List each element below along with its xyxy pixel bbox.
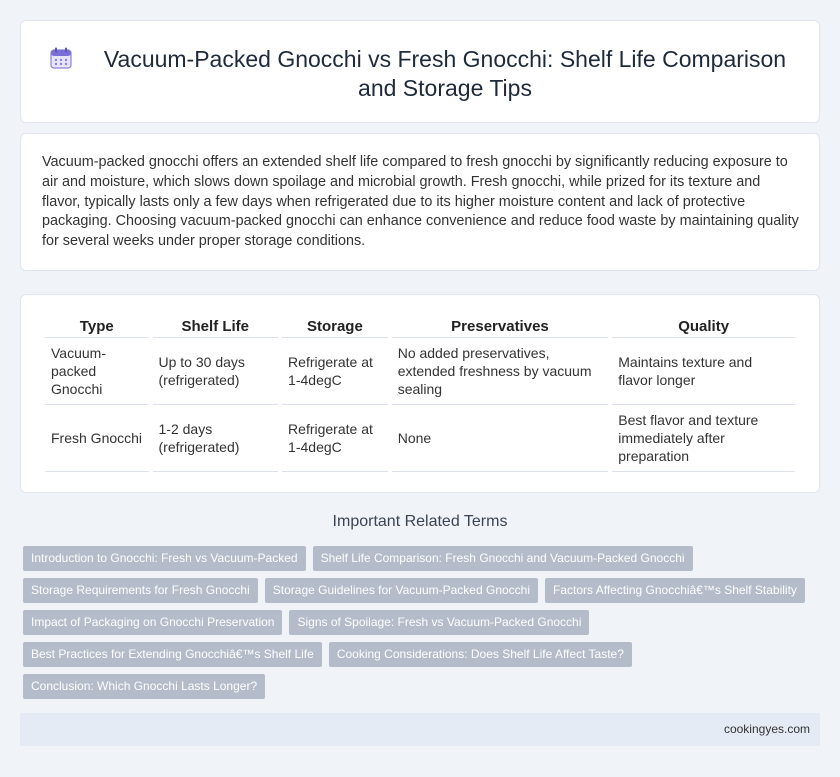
footer-site-link[interactable]: cookingyes.com <box>723 722 810 736</box>
tag-row <box>23 546 813 571</box>
related-term-tag[interactable]: Best Practices for Extending Gnocchiâ€™s Shelf Life <box>23 642 322 667</box>
table-cell: Refrigerate at 1-4degC <box>282 405 388 472</box>
tag-row <box>23 642 813 667</box>
related-term-tag[interactable]: Storage Guidelines for Vacuum-Packed Gnocchi <box>265 578 538 603</box>
related-term-tag[interactable]: Impact of Packaging on Gnocchi Preservation <box>23 610 282 635</box>
table-cell: Fresh Gnocchi <box>45 405 149 472</box>
intro-card <box>20 133 820 271</box>
related-term-tag[interactable]: Introduction to Gnocchi: Fresh vs Vacuum-Packed <box>23 546 306 571</box>
column-header: Storage <box>282 313 388 338</box>
related-term-tag[interactable]: Factors Affecting Gnocchiâ€™s Shelf Stability <box>545 578 805 603</box>
table-cell: 1-2 days (refrigerated) <box>153 405 279 472</box>
table-cell: Up to 30 days (refrigerated) <box>153 338 279 405</box>
footer <box>20 713 820 746</box>
column-header: Type <box>45 313 149 338</box>
column-header: Quality <box>612 313 795 338</box>
related-term-tag[interactable]: Cooking Considerations: Does Shelf Life Affect Taste? <box>329 642 632 667</box>
table-cell: Maintains texture and flavor longer <box>612 338 795 405</box>
tag-row <box>23 610 813 635</box>
related-terms-list <box>23 546 813 706</box>
title-card <box>20 20 820 123</box>
table-row <box>45 338 795 405</box>
related-term-tag[interactable]: Signs of Spoilage: Fresh vs Vacuum-Packed Gnocchi <box>289 610 589 635</box>
table-header-row <box>45 313 795 338</box>
table-cell: Refrigerate at 1-4degC <box>282 338 388 405</box>
tag-row <box>23 578 813 603</box>
tag-row <box>23 674 813 699</box>
comparison-table-card <box>20 294 820 493</box>
related-term-tag[interactable]: Conclusion: Which Gnocchi Lasts Longer? <box>23 674 265 699</box>
related-term-tag[interactable]: Shelf Life Comparison: Fresh Gnocchi and Vacuum-Packed Gnocchi <box>313 546 693 571</box>
column-header: Preservatives <box>392 313 609 338</box>
page-title: Vacuum-Packed Gnocchi vs Fresh Gnocchi: Shelf Life Comparison and Storage Tips <box>103 46 787 101</box>
related-term-tag[interactable]: Storage Requirements for Fresh Gnocchi <box>23 578 258 603</box>
intro-paragraph: Vacuum-packed gnocchi offers an extended shelf life compared to fresh gnocchi by significantly reducing exposure to air and moisture, which slows down spoilage and microbial growth. Fresh gnocchi, while prized for its texture and flavor, typically lasts only a few days when refrigerated due to its higher moisture content and lack of protective packaging. Choosing vacuum-packed gnocchi can enhance convenience and reduce food waste by maintaining quality for several weeks under proper storage conditions. <box>42 154 799 250</box>
title-wrap <box>51 45 799 103</box>
table-cell: Best flavor and texture immediately after preparation <box>612 405 795 472</box>
table-cell: No added preservatives, extended freshness by vacuum sealing <box>392 338 609 405</box>
comparison-table <box>41 313 799 472</box>
table-row <box>45 405 795 472</box>
table-cell: None <box>392 405 609 472</box>
table-cell: Vacuum-packed Gnocchi <box>45 338 149 405</box>
related-terms-title: Important Related Terms <box>332 513 508 530</box>
column-header: Shelf Life <box>153 313 279 338</box>
